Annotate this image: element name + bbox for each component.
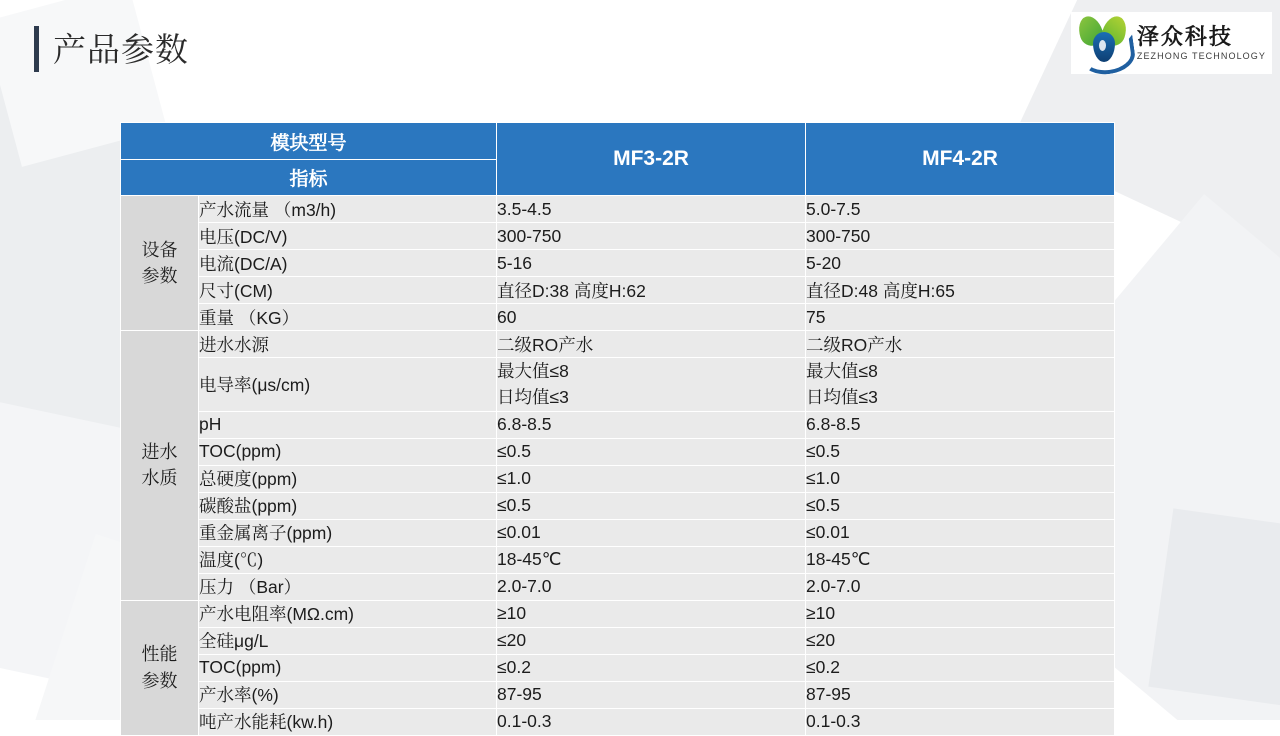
- spec-table-wrap: [120, 122, 1114, 736]
- table-row: [121, 492, 1115, 519]
- row-item-label: 重量 （KG）: [199, 304, 497, 331]
- table-row: [121, 304, 1115, 331]
- header-model-label: 模块型号: [121, 123, 497, 160]
- row-item-label: 总硬度(ppm): [199, 465, 497, 492]
- row-value-mf4: ≤0.2: [806, 654, 1115, 681]
- row-value-mf3: ≤0.01: [497, 519, 806, 546]
- table-row: [121, 411, 1115, 438]
- row-value-mf3: 6.8-8.5: [497, 411, 806, 438]
- row-value-mf3: 最大值≤8 日均值≤3: [497, 358, 806, 412]
- row-item-label: 全硅μg/L: [199, 627, 497, 654]
- row-value-mf4: 2.0-7.0: [806, 573, 1115, 600]
- row-item-label: TOC(ppm): [199, 654, 497, 681]
- row-item-label: 产水率(%): [199, 681, 497, 708]
- row-value-mf3: ≤1.0: [497, 465, 806, 492]
- row-value-mf4: 300-750: [806, 223, 1115, 250]
- row-item-label: 电压(DC/V): [199, 223, 497, 250]
- row-value-mf3: ≤0.2: [497, 654, 806, 681]
- row-item-label: 电流(DC/A): [199, 250, 497, 277]
- row-value-mf3: 5-16: [497, 250, 806, 277]
- product-spec-table: [120, 122, 1115, 736]
- row-item-label: pH: [199, 411, 497, 438]
- logo-name-cn: 泽众科技: [1136, 23, 1233, 49]
- page-title-text: 产品参数: [53, 30, 189, 68]
- row-item-label: 电导率(μs/cm): [199, 358, 497, 412]
- company-logo: [1071, 12, 1272, 74]
- row-value-mf3: 18-45℃: [497, 546, 806, 573]
- table-row: [121, 358, 1115, 412]
- row-value-mf4: ≤0.01: [806, 519, 1115, 546]
- row-value-mf3: 0.1-0.3: [497, 708, 806, 735]
- row-value-mf4: 87-95: [806, 681, 1115, 708]
- table-row: [121, 438, 1115, 465]
- row-item-label: 尺寸(CM): [199, 277, 497, 304]
- row-value-mf4: 0.1-0.3: [806, 708, 1115, 735]
- row-value-mf3: 300-750: [497, 223, 806, 250]
- header-index-label: 指标: [121, 160, 497, 196]
- row-item-label: 进水水源: [199, 331, 497, 358]
- table-row: [121, 519, 1115, 546]
- row-value-mf4: ≤0.5: [806, 492, 1115, 519]
- row-value-mf3: ≥10: [497, 600, 806, 627]
- row-value-mf4: 二级RO产水: [806, 331, 1115, 358]
- row-item-label: TOC(ppm): [199, 438, 497, 465]
- table-row: [121, 573, 1115, 600]
- row-value-mf4: ≥10: [806, 600, 1115, 627]
- table-row: [121, 250, 1115, 277]
- row-value-mf3: 2.0-7.0: [497, 573, 806, 600]
- row-value-mf4: 最大值≤8 日均值≤3: [806, 358, 1115, 412]
- row-value-mf4: ≤20: [806, 627, 1115, 654]
- table-header-row-model: [121, 123, 1115, 160]
- row-item-label: 压力 （Bar）: [199, 573, 497, 600]
- category-feed-water: 进水 水质: [121, 331, 199, 601]
- row-value-mf4: 5-20: [806, 250, 1115, 277]
- row-value-mf3: ≤0.5: [497, 492, 806, 519]
- row-item-label: 碳酸盐(ppm): [199, 492, 497, 519]
- row-value-mf4: 6.8-8.5: [806, 411, 1115, 438]
- table-row: [121, 277, 1115, 304]
- row-value-mf3: 二级RO产水: [497, 331, 806, 358]
- row-value-mf3: 直径D:38 高度H:62: [497, 277, 806, 304]
- row-value-mf3: ≤0.5: [497, 438, 806, 465]
- table-row: [121, 708, 1115, 735]
- table-row: [121, 654, 1115, 681]
- page-title: [34, 26, 189, 72]
- row-value-mf4: 5.0-7.5: [806, 196, 1115, 223]
- table-row: [121, 223, 1115, 250]
- logo-name-en: ZEZHONG TECHNOLOGY: [1136, 51, 1266, 62]
- row-value-mf3: 3.5-4.5: [497, 196, 806, 223]
- logo-leaf-droplet-icon: [1077, 16, 1131, 70]
- row-item-label: 重金属离子(ppm): [199, 519, 497, 546]
- row-value-mf3: 87-95: [497, 681, 806, 708]
- row-item-label: 产水电阻率(MΩ.cm): [199, 600, 497, 627]
- table-row: [121, 546, 1115, 573]
- table-row: [121, 681, 1115, 708]
- category-performance: 性能 参数: [121, 600, 199, 735]
- row-value-mf4: 直径D:48 高度H:65: [806, 277, 1115, 304]
- header-column-mf3: MF3-2R: [497, 123, 806, 196]
- category-equipment: 设备 参数: [121, 196, 199, 331]
- row-item-label: 产水流量 （m3/h): [199, 196, 497, 223]
- row-value-mf4: ≤1.0: [806, 465, 1115, 492]
- row-value-mf4: 75: [806, 304, 1115, 331]
- row-item-label: 吨产水能耗(kw.h): [199, 708, 497, 735]
- row-value-mf4: ≤0.5: [806, 438, 1115, 465]
- row-value-mf3: 60: [497, 304, 806, 331]
- row-value-mf4: 18-45℃: [806, 546, 1115, 573]
- row-item-label: 温度(℃): [199, 546, 497, 573]
- table-row: [121, 331, 1115, 358]
- row-value-mf3: ≤20: [497, 627, 806, 654]
- title-accent-bar: [34, 26, 39, 72]
- header-column-mf4: MF4-2R: [806, 123, 1115, 196]
- table-row: [121, 600, 1115, 627]
- table-row: [121, 465, 1115, 492]
- table-row: [121, 627, 1115, 654]
- table-row: [121, 196, 1115, 223]
